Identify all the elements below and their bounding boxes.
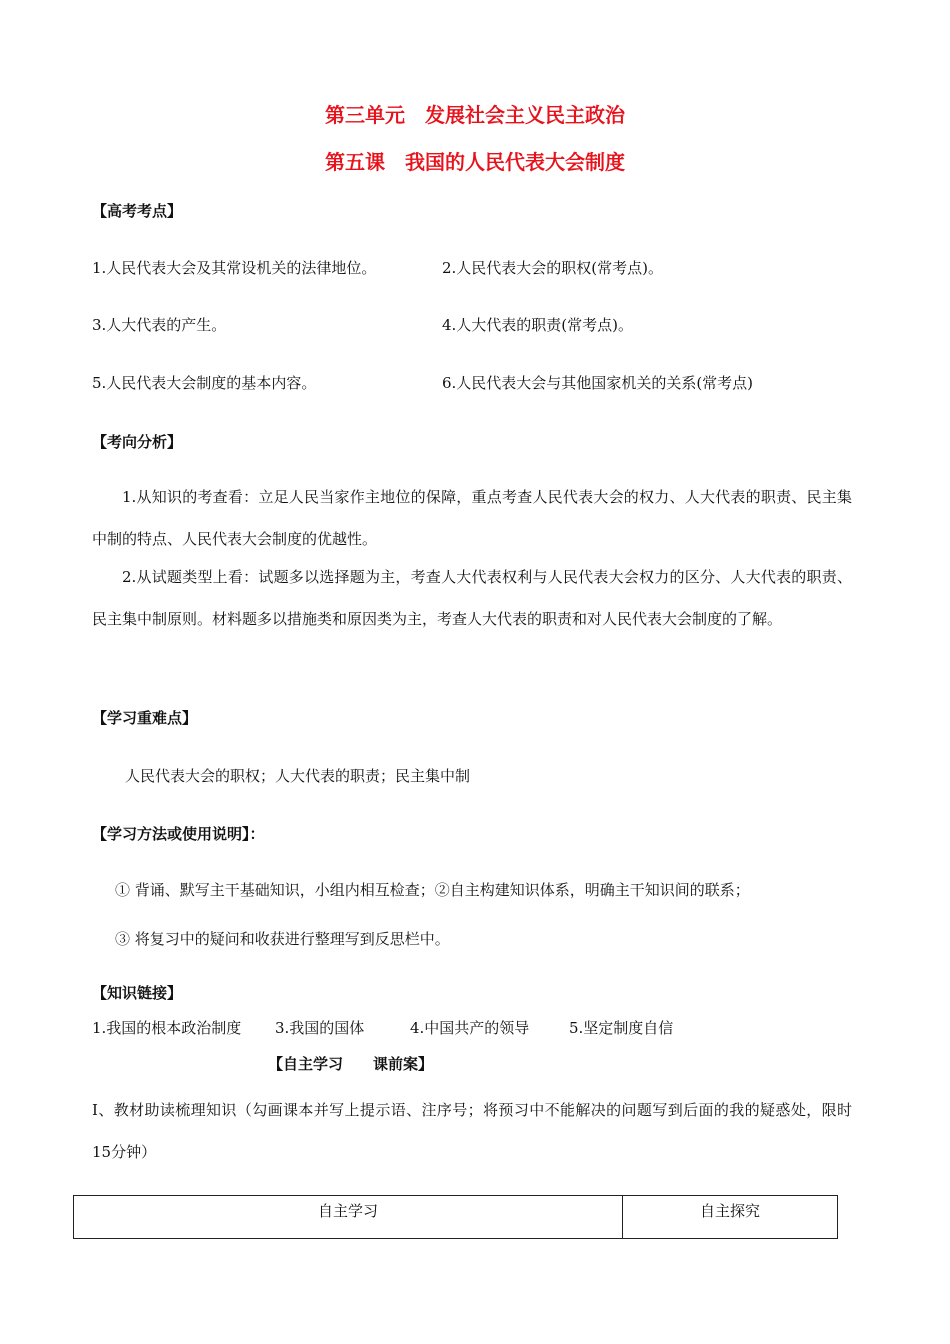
exam-point-item: 6.人民代表大会与其他国家机关的关系(常考点) (442, 374, 754, 392)
link-item: 1.我国的根本政治制度 (92, 1019, 242, 1037)
method-line-2: ③ 将复习中的疑问和收获进行整理写到反思栏中。 (115, 930, 450, 948)
self-study-heading: 【自主学习 课前案】 (268, 1055, 434, 1073)
exam-points-heading: 【高考考点】 (92, 202, 183, 220)
unit-title: 第三单元 发展社会主义民主政治 (325, 103, 625, 127)
analysis-paragraph-2: 2.从试题类型上看：试题多以选择题为主，考查人大代表权利与人民代表大会权力的区分、人大代表的职责、民主集中制原则。材料题多以措施类和原因类为主，考查人大代表的职责和对人民代表大会制度的了解。 (92, 568, 852, 628)
method-line-1: ① 背诵、默写主干基础知识，小组内相互检查；②自主构建知识体系，明确主干知识间的联系； (115, 881, 750, 899)
exam-point-item: 1.人民代表大会及其常设机关的法律地位。 (92, 259, 377, 277)
link-item: 5.坚定制度自信 (569, 1019, 674, 1037)
key-points-heading: 【学习重难点】 (92, 709, 198, 727)
exam-point-item: 3.人大代表的产生。 (92, 316, 227, 334)
lesson-title: 第五课 我国的人民代表大会制度 (325, 150, 625, 174)
self-study-instruction: Ⅰ、教材助读梳理知识（勾画课本并写上提示语、注序号；将预习中不能解决的问题写到后面的我的疑惑处，限时15分钟） (92, 1101, 852, 1161)
analysis-heading: 【考向分析】 (92, 433, 183, 451)
self-explore-column-header: 自主探究 (623, 1196, 838, 1239)
exam-point-item: 2.人民代表大会的职权(常考点)。 (442, 259, 664, 277)
study-table (73, 1195, 838, 1239)
exam-point-item: 5.人民代表大会制度的基本内容。 (92, 374, 317, 392)
links-heading: 【知识链接】 (92, 984, 183, 1002)
key-points-text: 人民代表大会的职权；人大代表的职责；民主集中制 (125, 767, 471, 785)
self-study-column-header: 自主学习 (74, 1196, 623, 1239)
exam-point-item: 4.人大代表的职责(常考点)。 (442, 316, 634, 334)
link-item: 4.中国共产的领导 (410, 1019, 530, 1037)
table-row (74, 1196, 838, 1239)
link-item: 3.我国的国体 (275, 1019, 365, 1037)
method-heading: 【学习方法或使用说明】： (92, 825, 265, 843)
analysis-paragraph-1: 1.从知识的考查看：立足人民当家作主地位的保障，重点考查人民代表大会的权力、人大代表的职责、民主集中制的特点、人民代表大会制度的优越性。 (92, 488, 852, 548)
